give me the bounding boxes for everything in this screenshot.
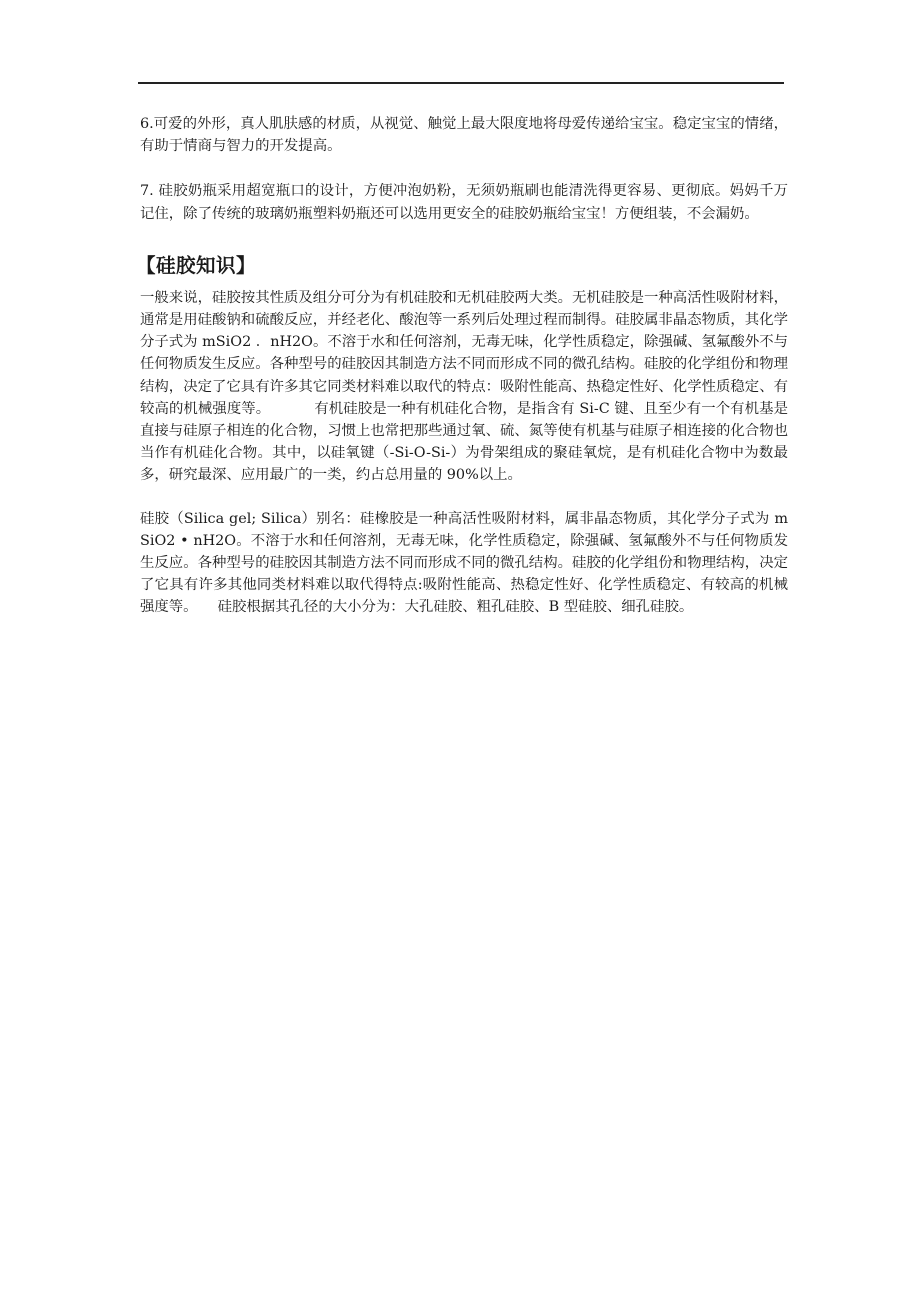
silica-gel-text: 硅胶（Silica gel; Silica）别名：硅橡胶是一种高活性吸附材料，属非晶态物质，其化学分子式为 mSiO2 • nH2O。不溶于水和任何溶剂，无毒无味，化学性质稳定，除强碱、氢氟酸外不与任何物质发生反应。各种型号的硅胶因其制造方法不同而形成不同的微孔结构。硅胶的化学组份和物理结构，决定了它具有许多其他同类材料难以取代得特点:吸附性能高、热稳定性好、化学性质稳定、有较高的机械强度等。 [140,510,788,616]
paragraph-silica-gel [140,508,788,619]
paragraph-silicone-knowledge [140,287,788,487]
paragraph-item-7: 7. 硅胶奶瓶采用超宽瓶口的设计，方便冲泡奶粉，无须奶瓶刷也能清洗得更容易、更彻底。妈妈千万记住，除了传统的玻璃奶瓶塑料奶瓶还可以选用更安全的硅胶奶瓶给宝宝！方便组装，不会漏奶。 [140,183,788,222]
document-body [136,113,788,619]
section-heading: 【硅胶知识】 [136,253,257,277]
silica-pore-text: 硅胶根据其孔径的大小分为：大孔硅胶、粗孔硅胶、B 型硅胶、细孔硅胶。 [217,599,694,616]
organic-silicone-text: 有机硅胶是一种有机硅化合物，是指含有 Si-C 键、且至少有一个有机基是直接与硅原子相连的化合物，习惯上也常把那些通过氧、硫、氮等使有机基与硅原子相连接的化合物也当作有机硅化合物。其中，以硅氧键（-Si-O-Si-）为骨架组成的聚硅氧烷，是有机硅化合物中为数最多，研究最深、应用最广的一类，约占总用量的 90%以上。 [140,400,788,484]
inorganic-silicone-text: 一般来说，硅胶按其性质及组分可分为有机硅胶和无机硅胶两大类。无机硅胶是一种高活性吸附材料，通常是用硅酸钠和硫酸反应，并经老化、酸泡等一系列后处理过程而制得。硅胶属非晶态物质，其化学分子式为 mSiO2 ．nH2O。不溶于水和任何溶剂，无毒无味，化学性质稳定，除强碱、氢氟酸外不与任何物质发生反应。各种型号的硅胶因其制造方法不同而形成不同的微孔结构。硅胶的化学组份和物理结构，决定了它具有许多其它同类材料难以取代的特点：吸附性能高、热稳定性好、化学性质稳定、有较高的机械强度等。 [140,289,788,417]
header-rule [138,82,784,84]
paragraph-item-6: 6.可爱的外形，真人肌肤感的材质，从视觉、触觉上最大限度地将母爱传递给宝宝。稳定宝宝的情绪，有助于情商与智力的开发提高。 [140,116,788,155]
